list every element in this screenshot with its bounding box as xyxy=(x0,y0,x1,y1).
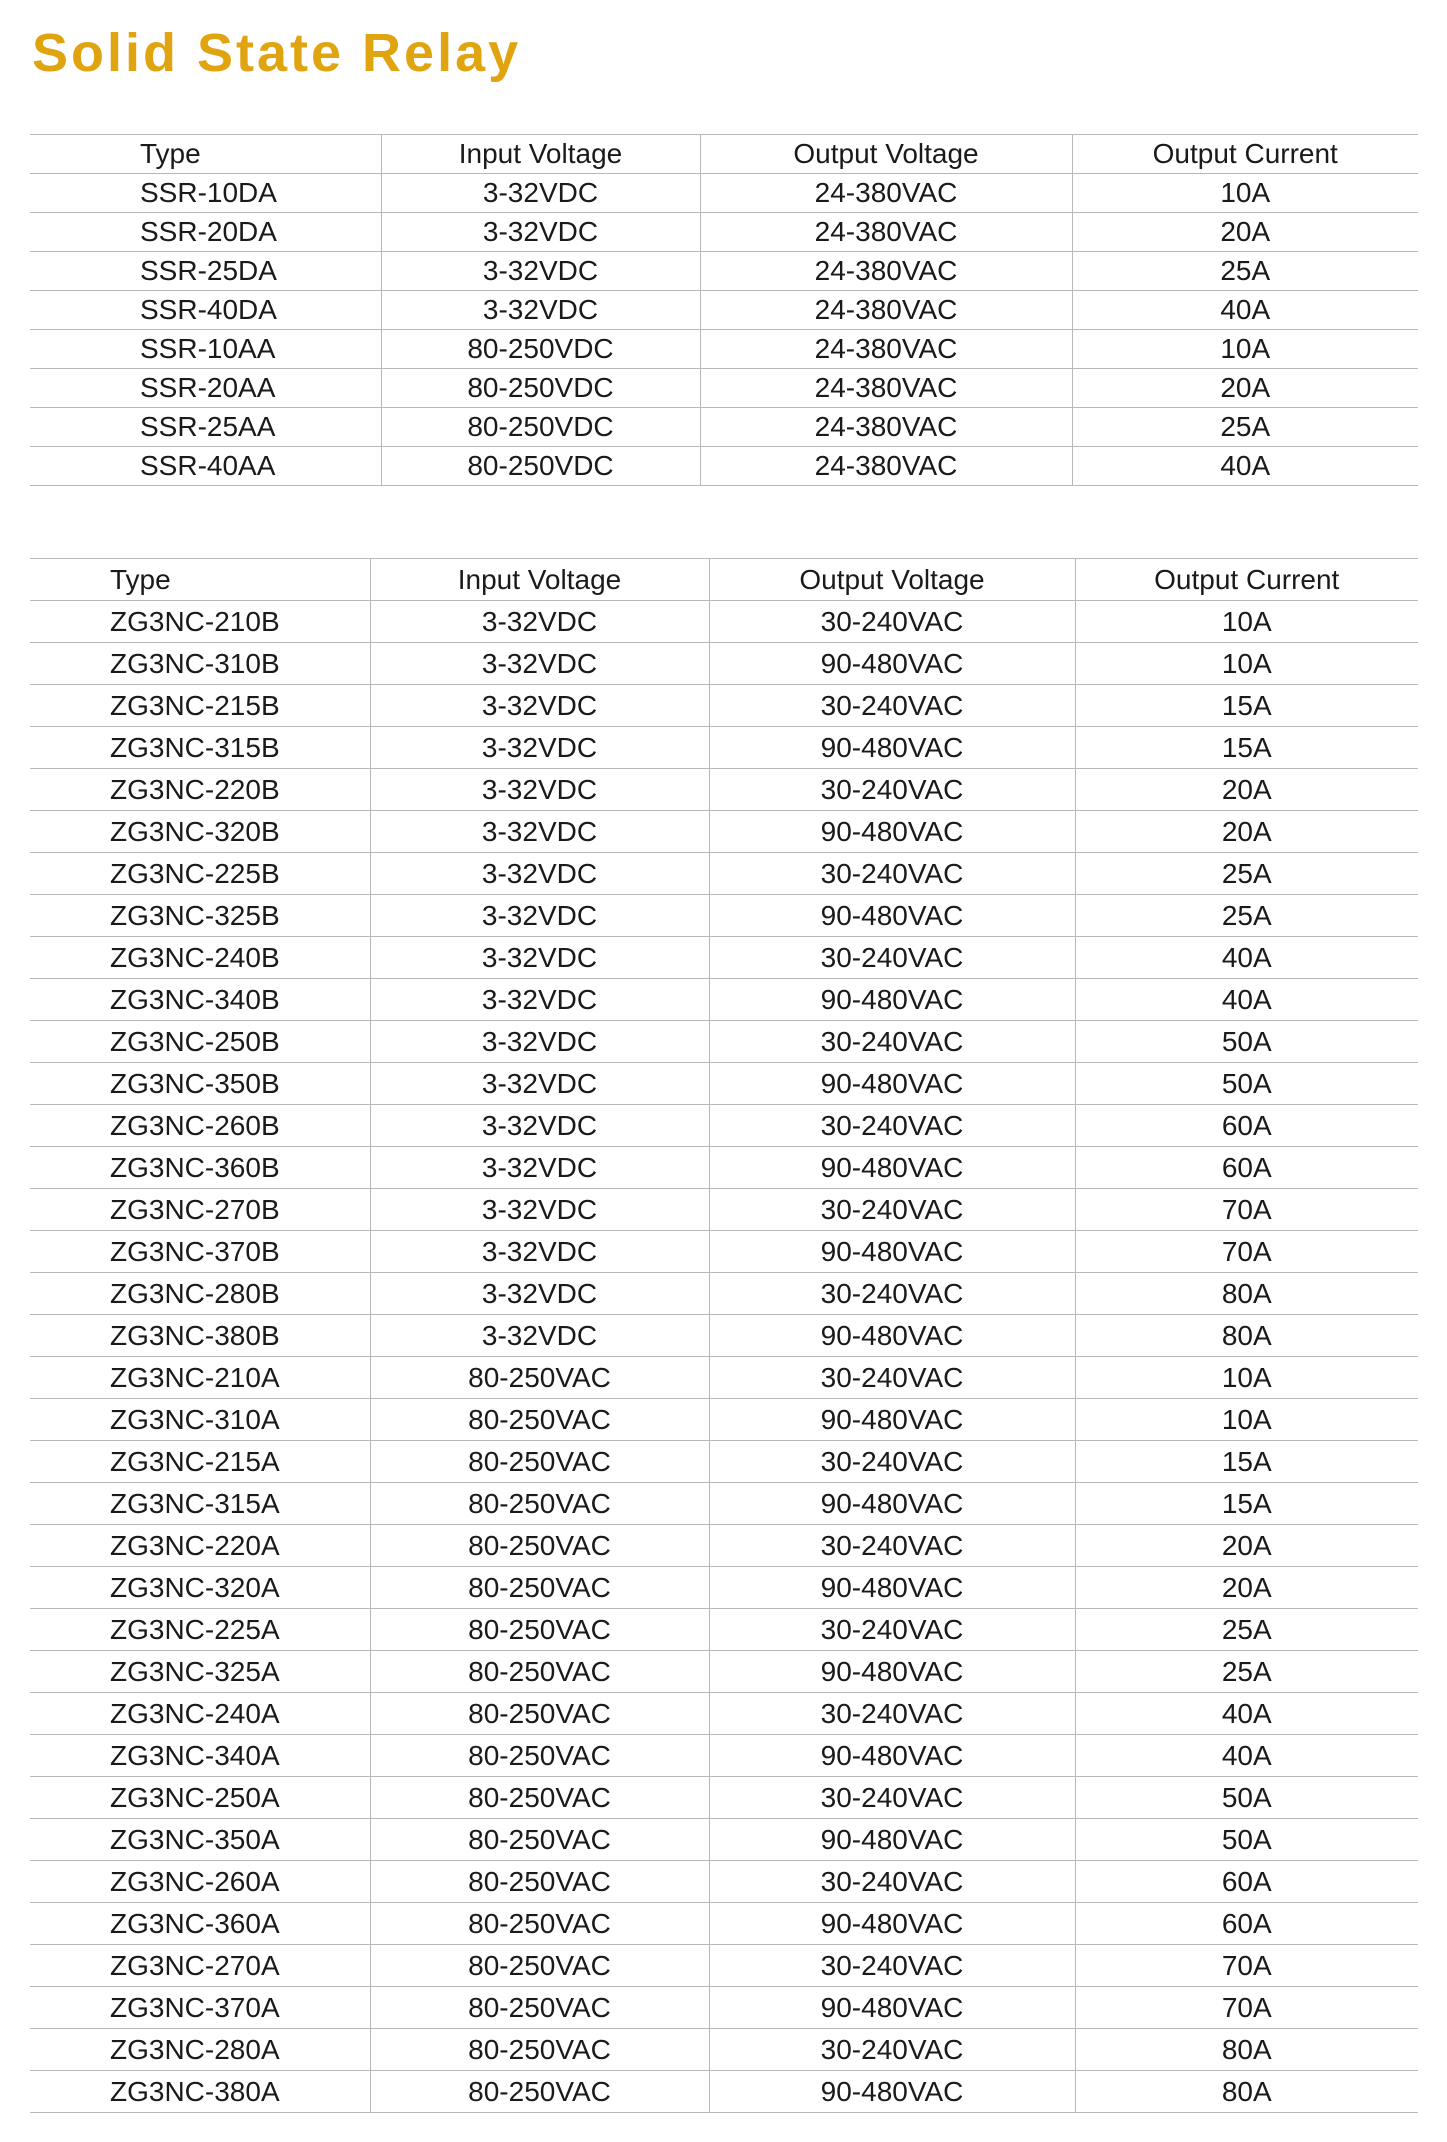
type-cell: SSR-40AA xyxy=(30,447,381,486)
table-row xyxy=(30,1231,1418,1273)
output-voltage-cell: 30-240VAC xyxy=(709,1021,1075,1063)
page-title: Solid State Relay xyxy=(32,23,522,83)
table-row xyxy=(30,769,1418,811)
output-voltage-cell: 30-240VAC xyxy=(709,1441,1075,1483)
output-current-cell: 80A xyxy=(1075,1273,1418,1315)
type-cell: ZG3NC-320A xyxy=(30,1567,370,1609)
table-row xyxy=(30,1063,1418,1105)
output-current-cell: 25A xyxy=(1075,853,1418,895)
input-voltage-cell: 3-32VDC xyxy=(381,252,700,291)
output-current-cell: 25A xyxy=(1072,252,1418,291)
type-cell: ZG3NC-215A xyxy=(30,1441,370,1483)
input-voltage-cell: 3-32VDC xyxy=(370,685,709,727)
output-current-cell: 70A xyxy=(1075,1987,1418,2029)
input-voltage-cell: 80-250VAC xyxy=(370,1861,709,1903)
table-row xyxy=(30,895,1418,937)
output-current-cell: 10A xyxy=(1075,601,1418,643)
output-current-cell: 50A xyxy=(1075,1819,1418,1861)
input-voltage-cell: 3-32VDC xyxy=(370,1315,709,1357)
input-voltage-cell: 80-250VAC xyxy=(370,1483,709,1525)
output-voltage-cell: 24-380VAC xyxy=(700,408,1072,447)
input-voltage-cell: 3-32VDC xyxy=(370,979,709,1021)
column-header-type: Type xyxy=(30,559,370,601)
table-row xyxy=(30,1021,1418,1063)
table-row xyxy=(30,1105,1418,1147)
table-row xyxy=(30,643,1418,685)
output-voltage-cell: 30-240VAC xyxy=(709,937,1075,979)
output-voltage-cell: 30-240VAC xyxy=(709,601,1075,643)
output-voltage-cell: 24-380VAC xyxy=(700,369,1072,408)
input-voltage-cell: 3-32VDC xyxy=(381,174,700,213)
type-cell: ZG3NC-315A xyxy=(30,1483,370,1525)
column-header-output-current: Output Current xyxy=(1072,135,1418,174)
type-cell: ZG3NC-325B xyxy=(30,895,370,937)
output-voltage-cell: 30-240VAC xyxy=(709,1609,1075,1651)
ssr-spec-table xyxy=(30,134,1418,486)
table-row xyxy=(30,1273,1418,1315)
output-current-cell: 15A xyxy=(1075,1441,1418,1483)
input-voltage-cell: 80-250VAC xyxy=(370,1945,709,1987)
output-current-cell: 80A xyxy=(1075,2071,1418,2113)
input-voltage-cell: 80-250VAC xyxy=(370,1525,709,1567)
input-voltage-cell: 80-250VAC xyxy=(370,1651,709,1693)
type-cell: ZG3NC-340B xyxy=(30,979,370,1021)
output-voltage-cell: 30-240VAC xyxy=(709,1105,1075,1147)
output-current-cell: 10A xyxy=(1072,174,1418,213)
type-cell: ZG3NC-270B xyxy=(30,1189,370,1231)
input-voltage-cell: 80-250VAC xyxy=(370,1693,709,1735)
output-voltage-cell: 90-480VAC xyxy=(709,1399,1075,1441)
output-voltage-cell: 30-240VAC xyxy=(709,2029,1075,2071)
output-voltage-cell: 90-480VAC xyxy=(709,1315,1075,1357)
input-voltage-cell: 3-32VDC xyxy=(370,811,709,853)
table-row xyxy=(30,1945,1418,1987)
output-current-cell: 60A xyxy=(1075,1105,1418,1147)
output-voltage-cell: 30-240VAC xyxy=(709,685,1075,727)
table-row xyxy=(30,1525,1418,1567)
output-voltage-cell: 90-480VAC xyxy=(709,1567,1075,1609)
type-cell: ZG3NC-240A xyxy=(30,1693,370,1735)
type-cell: ZG3NC-210B xyxy=(30,601,370,643)
type-cell: ZG3NC-260B xyxy=(30,1105,370,1147)
table-row xyxy=(30,811,1418,853)
output-current-cell: 10A xyxy=(1072,330,1418,369)
output-current-cell: 25A xyxy=(1075,1609,1418,1651)
output-current-cell: 25A xyxy=(1075,895,1418,937)
output-current-cell: 15A xyxy=(1075,1483,1418,1525)
table-row xyxy=(30,727,1418,769)
type-cell: ZG3NC-260A xyxy=(30,1861,370,1903)
type-cell: ZG3NC-220A xyxy=(30,1525,370,1567)
type-cell: ZG3NC-250B xyxy=(30,1021,370,1063)
input-voltage-cell: 80-250VAC xyxy=(370,1609,709,1651)
output-current-cell: 40A xyxy=(1075,1693,1418,1735)
output-voltage-cell: 30-240VAC xyxy=(709,769,1075,811)
output-voltage-cell: 30-240VAC xyxy=(709,1861,1075,1903)
table-row xyxy=(30,1861,1418,1903)
input-voltage-cell: 80-250VAC xyxy=(370,1903,709,1945)
type-cell: ZG3NC-225A xyxy=(30,1609,370,1651)
input-voltage-cell: 3-32VDC xyxy=(370,1021,709,1063)
type-cell: ZG3NC-270A xyxy=(30,1945,370,1987)
output-current-cell: 40A xyxy=(1072,447,1418,486)
output-voltage-cell: 30-240VAC xyxy=(709,1357,1075,1399)
table-row xyxy=(30,937,1418,979)
output-voltage-cell: 90-480VAC xyxy=(709,1903,1075,1945)
output-voltage-cell: 24-380VAC xyxy=(700,174,1072,213)
output-current-cell: 20A xyxy=(1075,769,1418,811)
table-row xyxy=(30,685,1418,727)
input-voltage-cell: 80-250VDC xyxy=(381,369,700,408)
output-voltage-cell: 30-240VAC xyxy=(709,853,1075,895)
output-voltage-cell: 90-480VAC xyxy=(709,1063,1075,1105)
column-header-output-voltage: Output Voltage xyxy=(700,135,1072,174)
input-voltage-cell: 80-250VAC xyxy=(370,1735,709,1777)
output-voltage-cell: 90-480VAC xyxy=(709,643,1075,685)
output-voltage-cell: 90-480VAC xyxy=(709,727,1075,769)
table-row xyxy=(30,1441,1418,1483)
input-voltage-cell: 80-250VAC xyxy=(370,1987,709,2029)
type-cell: SSR-10DA xyxy=(30,174,381,213)
input-voltage-cell: 3-32VDC xyxy=(370,1231,709,1273)
type-cell: ZG3NC-280A xyxy=(30,2029,370,2071)
output-voltage-cell: 30-240VAC xyxy=(709,1273,1075,1315)
output-current-cell: 60A xyxy=(1075,1147,1418,1189)
input-voltage-cell: 3-32VDC xyxy=(370,601,709,643)
input-voltage-cell: 80-250VDC xyxy=(381,330,700,369)
output-current-cell: 40A xyxy=(1075,1735,1418,1777)
input-voltage-cell: 3-32VDC xyxy=(370,727,709,769)
output-current-cell: 80A xyxy=(1075,2029,1418,2071)
table-row xyxy=(30,1903,1418,1945)
table-row xyxy=(30,1399,1418,1441)
output-current-cell: 80A xyxy=(1075,1315,1418,1357)
table-row xyxy=(30,291,1418,330)
type-cell: SSR-25DA xyxy=(30,252,381,291)
type-cell: SSR-40DA xyxy=(30,291,381,330)
output-voltage-cell: 30-240VAC xyxy=(709,1945,1075,1987)
type-cell: ZG3NC-250A xyxy=(30,1777,370,1819)
type-cell: ZG3NC-220B xyxy=(30,769,370,811)
output-voltage-cell: 24-380VAC xyxy=(700,213,1072,252)
type-cell: SSR-20AA xyxy=(30,369,381,408)
input-voltage-cell: 3-32VDC xyxy=(370,769,709,811)
output-voltage-cell: 90-480VAC xyxy=(709,1819,1075,1861)
output-current-cell: 50A xyxy=(1075,1777,1418,1819)
input-voltage-cell: 3-32VDC xyxy=(370,1105,709,1147)
type-cell: ZG3NC-350B xyxy=(30,1063,370,1105)
type-cell: SSR-10AA xyxy=(30,330,381,369)
output-voltage-cell: 90-480VAC xyxy=(709,1147,1075,1189)
type-cell: ZG3NC-210A xyxy=(30,1357,370,1399)
input-voltage-cell: 3-32VDC xyxy=(370,1273,709,1315)
output-current-cell: 70A xyxy=(1075,1231,1418,1273)
output-voltage-cell: 24-380VAC xyxy=(700,447,1072,486)
table-row xyxy=(30,2071,1418,2113)
column-header-input-voltage: Input Voltage xyxy=(381,135,700,174)
input-voltage-cell: 80-250VAC xyxy=(370,2071,709,2113)
output-current-cell: 15A xyxy=(1075,685,1418,727)
input-voltage-cell: 3-32VDC xyxy=(381,291,700,330)
type-cell: ZG3NC-310B xyxy=(30,643,370,685)
output-voltage-cell: 90-480VAC xyxy=(709,1735,1075,1777)
output-voltage-cell: 30-240VAC xyxy=(709,1525,1075,1567)
output-voltage-cell: 90-480VAC xyxy=(709,811,1075,853)
table-row xyxy=(30,1315,1418,1357)
type-cell: SSR-25AA xyxy=(30,408,381,447)
table-row xyxy=(30,1651,1418,1693)
table-row xyxy=(30,1777,1418,1819)
output-current-cell: 10A xyxy=(1075,1357,1418,1399)
output-voltage-cell: 90-480VAC xyxy=(709,1483,1075,1525)
table-row xyxy=(30,1987,1418,2029)
table-row xyxy=(30,979,1418,1021)
output-voltage-cell: 90-480VAC xyxy=(709,895,1075,937)
table-header-row xyxy=(30,559,1418,601)
type-cell: ZG3NC-310A xyxy=(30,1399,370,1441)
output-voltage-cell: 90-480VAC xyxy=(709,1231,1075,1273)
table-row xyxy=(30,1147,1418,1189)
output-current-cell: 20A xyxy=(1072,213,1418,252)
table-row xyxy=(30,213,1418,252)
table-row xyxy=(30,853,1418,895)
table-row xyxy=(30,252,1418,291)
type-cell: SSR-20DA xyxy=(30,213,381,252)
input-voltage-cell: 80-250VDC xyxy=(381,408,700,447)
table-row xyxy=(30,1609,1418,1651)
output-voltage-cell: 90-480VAC xyxy=(709,979,1075,1021)
table-row xyxy=(30,408,1418,447)
input-voltage-cell: 3-32VDC xyxy=(370,937,709,979)
type-cell: ZG3NC-350A xyxy=(30,1819,370,1861)
output-current-cell: 40A xyxy=(1072,291,1418,330)
output-voltage-cell: 30-240VAC xyxy=(709,1189,1075,1231)
output-voltage-cell: 90-480VAC xyxy=(709,1651,1075,1693)
table-row xyxy=(30,2029,1418,2071)
input-voltage-cell: 80-250VAC xyxy=(370,1357,709,1399)
table-row xyxy=(30,447,1418,486)
table-row xyxy=(30,1483,1418,1525)
output-voltage-cell: 90-480VAC xyxy=(709,2071,1075,2113)
table-row xyxy=(30,1357,1418,1399)
table-row xyxy=(30,330,1418,369)
output-current-cell: 25A xyxy=(1075,1651,1418,1693)
output-current-cell: 25A xyxy=(1072,408,1418,447)
zg3nc-spec-table xyxy=(30,558,1418,2113)
type-cell: ZG3NC-315B xyxy=(30,727,370,769)
output-voltage-cell: 24-380VAC xyxy=(700,252,1072,291)
type-cell: ZG3NC-380A xyxy=(30,2071,370,2113)
output-current-cell: 20A xyxy=(1072,369,1418,408)
type-cell: ZG3NC-360A xyxy=(30,1903,370,1945)
input-voltage-cell: 3-32VDC xyxy=(370,853,709,895)
table-row xyxy=(30,1819,1418,1861)
type-cell: ZG3NC-370B xyxy=(30,1231,370,1273)
output-voltage-cell: 24-380VAC xyxy=(700,330,1072,369)
output-current-cell: 40A xyxy=(1075,937,1418,979)
input-voltage-cell: 3-32VDC xyxy=(370,1147,709,1189)
type-cell: ZG3NC-280B xyxy=(30,1273,370,1315)
output-current-cell: 10A xyxy=(1075,1399,1418,1441)
type-cell: ZG3NC-340A xyxy=(30,1735,370,1777)
table-row xyxy=(30,1567,1418,1609)
column-header-type: Type xyxy=(30,135,381,174)
input-voltage-cell: 3-32VDC xyxy=(370,643,709,685)
type-cell: ZG3NC-320B xyxy=(30,811,370,853)
column-header-output-current: Output Current xyxy=(1075,559,1418,601)
output-current-cell: 60A xyxy=(1075,1861,1418,1903)
output-current-cell: 10A xyxy=(1075,643,1418,685)
output-current-cell: 60A xyxy=(1075,1903,1418,1945)
input-voltage-cell: 80-250VAC xyxy=(370,1441,709,1483)
input-voltage-cell: 3-32VDC xyxy=(370,1189,709,1231)
output-voltage-cell: 30-240VAC xyxy=(709,1777,1075,1819)
table-row xyxy=(30,1189,1418,1231)
output-current-cell: 15A xyxy=(1075,727,1418,769)
output-current-cell: 50A xyxy=(1075,1021,1418,1063)
input-voltage-cell: 3-32VDC xyxy=(370,1063,709,1105)
type-cell: ZG3NC-370A xyxy=(30,1987,370,2029)
column-header-input-voltage: Input Voltage xyxy=(370,559,709,601)
output-current-cell: 70A xyxy=(1075,1945,1418,1987)
table-header-row xyxy=(30,135,1418,174)
output-current-cell: 20A xyxy=(1075,1567,1418,1609)
output-current-cell: 20A xyxy=(1075,1525,1418,1567)
table-row xyxy=(30,1735,1418,1777)
input-voltage-cell: 80-250VDC xyxy=(381,447,700,486)
input-voltage-cell: 80-250VAC xyxy=(370,1777,709,1819)
input-voltage-cell: 3-32VDC xyxy=(370,895,709,937)
table-row xyxy=(30,1693,1418,1735)
input-voltage-cell: 80-250VAC xyxy=(370,1819,709,1861)
input-voltage-cell: 80-250VAC xyxy=(370,1399,709,1441)
output-voltage-cell: 24-380VAC xyxy=(700,291,1072,330)
input-voltage-cell: 80-250VAC xyxy=(370,1567,709,1609)
output-voltage-cell: 30-240VAC xyxy=(709,1693,1075,1735)
output-current-cell: 50A xyxy=(1075,1063,1418,1105)
type-cell: ZG3NC-215B xyxy=(30,685,370,727)
input-voltage-cell: 3-32VDC xyxy=(381,213,700,252)
type-cell: ZG3NC-325A xyxy=(30,1651,370,1693)
type-cell: ZG3NC-360B xyxy=(30,1147,370,1189)
output-current-cell: 70A xyxy=(1075,1189,1418,1231)
output-voltage-cell: 90-480VAC xyxy=(709,1987,1075,2029)
output-current-cell: 20A xyxy=(1075,811,1418,853)
input-voltage-cell: 80-250VAC xyxy=(370,2029,709,2071)
table-row xyxy=(30,369,1418,408)
column-header-output-voltage: Output Voltage xyxy=(709,559,1075,601)
type-cell: ZG3NC-380B xyxy=(30,1315,370,1357)
table-row xyxy=(30,601,1418,643)
table-row xyxy=(30,174,1418,213)
type-cell: ZG3NC-240B xyxy=(30,937,370,979)
type-cell: ZG3NC-225B xyxy=(30,853,370,895)
output-current-cell: 40A xyxy=(1075,979,1418,1021)
